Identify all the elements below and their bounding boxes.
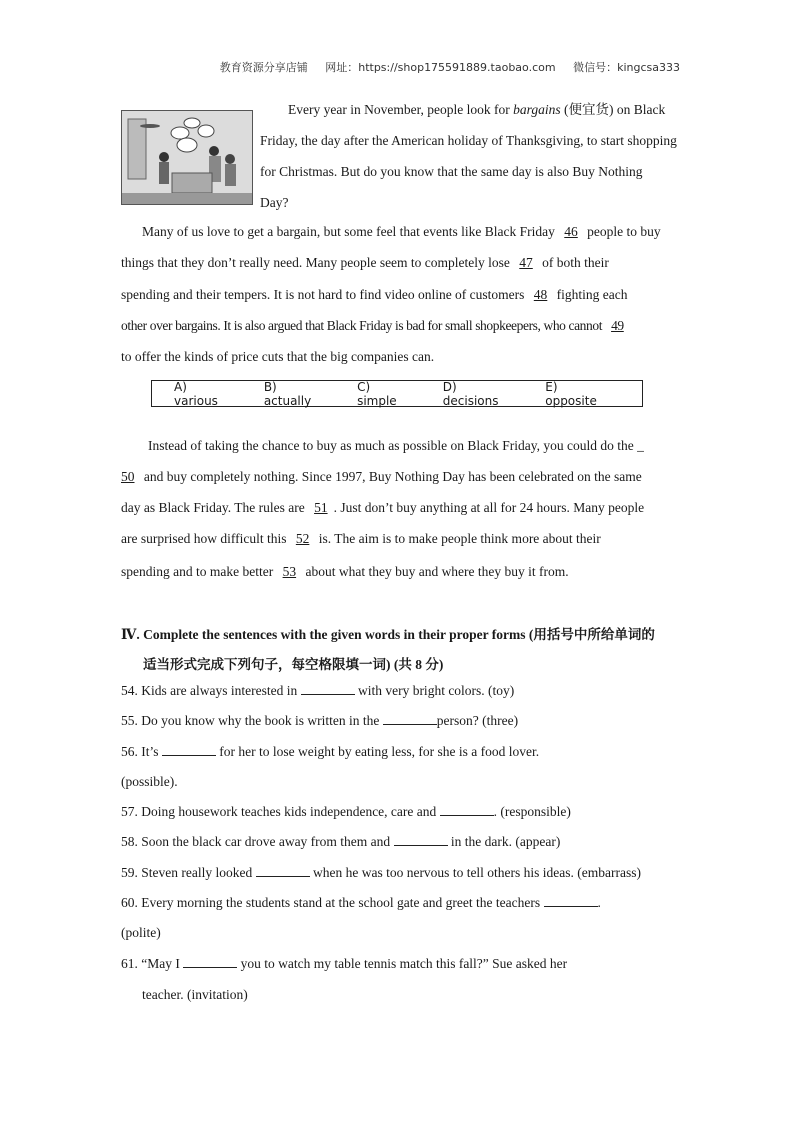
blank-53: 53 [282,564,297,579]
blank-46: 46 [564,224,578,239]
answer-blank[interactable] [301,682,355,695]
para3-line-5: spending and to make better 53 about what they buy and where they buy it from. [121,556,680,587]
shop-name: 教育资源分享店铺 [219,61,308,74]
section-4-title: Ⅳ. Complete the sentences with the given words in their proper forms (用括号中所给单词的 适当形式完成下列句子，每空格限填一词) (共 8 分) [121,627,655,672]
bargains-term: bargains [513,102,561,117]
word-option-a: A) various [174,379,218,408]
word-bank-box [151,380,643,407]
intro-line-1: Every year in November, people look for bargains (便宜货) on Black [288,102,666,117]
question-59: 59. Steven really looked when he was too nervous to tell others his ideas. (embarrass) [121,865,642,880]
blank-50: 50 [121,469,135,484]
question-55: 55. Do you know why the book is written in the person? (three) [121,713,519,728]
para2-line-2: things that they don’t really need. Many people seem to completely lose 47 of both their [121,247,680,278]
question-58: 58. Soon the black car drove away from them and in the dark. (appear) [121,834,561,849]
word-option-e: E) opposite [545,379,597,408]
answer-blank[interactable] [394,833,448,846]
para3-line-4: are surprised how difficult this 52 is. The aim is to make people think more about their [121,523,680,554]
para3-line-3: day as Black Friday. The rules are 51 . Just don’t buy anything at all for 24 hours. Many people [121,492,680,523]
intro-line-4: Day? [260,195,289,210]
shop-url: 网址：https://shop175591889.taobao.com [325,61,556,74]
para3-line-2: 50 and buy completely nothing. Since 1997, Buy Nothing Day has been celebrated on the same [121,461,680,492]
intro-line-3: for Christmas. But do you know that the same day is also Buy Nothing [260,164,643,179]
answer-blank[interactable] [544,894,598,907]
answer-blank[interactable] [183,955,237,968]
blank-49: 49 [611,318,624,333]
word-option-c: C) simple [357,379,397,408]
page-header [220,59,680,75]
blank-51: 51 [314,500,328,515]
blank-48: 48 [533,287,548,302]
question-61-cont: teacher. (invitation) [142,987,248,1002]
blank-47: 47 [519,255,533,270]
para3-line-1: Instead of taking the chance to buy as much as possible on Black Friday, you could do the _ [148,438,644,453]
word-option-b: B) actually [263,379,312,408]
question-56: 56. It’s for her to lose weight by eating less, for she is a food lover. [121,744,540,759]
wechat-id: 微信号：kingcsa333 [573,61,680,74]
para2-line-4: other over bargains. It is also argued that Black Friday is bad for small shopkeepers, who cannot 49 [121,310,680,341]
answer-blank[interactable] [383,712,437,725]
question-61: 61. “May I you to watch my table tennis match this fall?” Sue asked her [121,956,568,971]
para2-line-5: to offer the kinds of price cuts that the big companies can. [121,349,435,364]
shopping-cartoon-image [121,110,253,205]
answer-blank[interactable] [440,803,494,816]
question-54: 54. Kids are always interested in with very bright colors. (toy) [121,683,515,698]
question-56-cont: (possible). [121,774,178,789]
question-60-cont: (polite) [121,925,161,940]
intro-line-2: Friday, the day after the American holiday of Thanksgiving, to start shopping [260,133,677,148]
word-option-d: D) decisions [442,379,499,408]
answer-blank[interactable] [162,743,216,756]
question-60: 60. Every morning the students stand at the school gate and greet the teachers . [121,895,601,910]
question-57: 57. Doing housework teaches kids independence, care and . (responsible) [121,804,571,819]
blank-52: 52 [295,531,310,546]
para2-line-1: Many of us love to get a bargain, but some feel that events like Black Friday 46 people to buy [142,216,682,247]
answer-blank[interactable] [256,864,310,877]
para2-line-3: spending and their tempers. It is not hard to find video online of customers 48 fighting each [121,279,680,310]
